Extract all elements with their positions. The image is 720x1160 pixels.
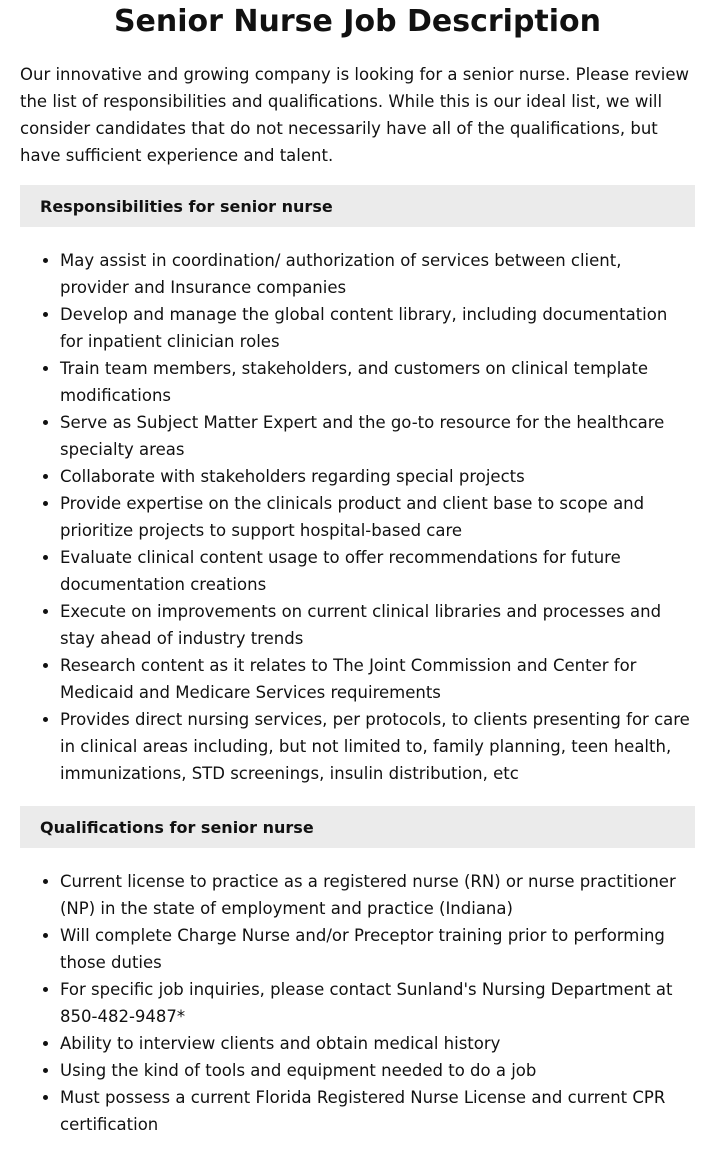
qualifications-list — [20, 868, 695, 1138]
qualification-item: • Using the kind of tools and equipment needed to do a job — [60, 1057, 695, 1084]
responsibility-item: • Train team members, stakeholders, and customers on clinical template modifications — [60, 355, 695, 409]
qualification-item: • Will complete Charge Nurse and/or Preceptor training prior to performing those duties — [60, 922, 695, 976]
responsibilities-heading: Responsibilities for senior nurse — [20, 185, 695, 227]
responsibility-item: • Develop and manage the global content library, including documentation for inpatient clinician roles — [60, 301, 695, 355]
responsibility-item: • Collaborate with stakeholders regarding special projects — [60, 463, 695, 490]
qualification-item: • Must possess a current Florida Registered Nurse License and current CPR certification — [60, 1084, 695, 1138]
qualifications-heading: Qualifications for senior nurse — [20, 806, 695, 848]
qualification-item: • For specific job inquiries, please contact Sunland's Nursing Department at 850-482-9487* — [60, 976, 695, 1030]
responsibilities-list — [20, 247, 695, 787]
page-title: Senior Nurse Job Description — [113, 4, 602, 39]
qualification-item: • Ability to interview clients and obtain medical history — [60, 1030, 695, 1057]
qualification-item: • Current license to practice as a registered nurse (RN) or nurse practitioner (NP) in the state of employment and practice (Indiana) — [60, 868, 695, 922]
responsibility-item: • Provides direct nursing services, per protocols, to clients presenting for care in clinical areas including, but not limited to, family planning, teen health, immunizations, STD screenings, insulin distribution, etc — [60, 706, 695, 787]
responsibility-item: • Serve as Subject Matter Expert and the go-to resource for the healthcare specialty areas — [60, 409, 695, 463]
intro-paragraph: Our innovative and growing company is looking for a senior nurse. Please review the list of responsibilities and qualifications. While this is our ideal list, we will consider candidates that do not necessarily have all of the qualifications, but have sufficient experience and talent. — [20, 65, 689, 165]
responsibility-item: • Execute on improvements on current clinical libraries and processes and stay ahead of industry trends — [60, 598, 695, 652]
responsibility-item: • Evaluate clinical content usage to offer recommendations for future documentation creations — [60, 544, 695, 598]
responsibility-item: • May assist in coordination/ authorization of services between client, provider and Insurance companies — [60, 247, 695, 301]
responsibility-item: • Provide expertise on the clinicals product and client base to scope and prioritize projects to support hospital-based care — [60, 490, 695, 544]
responsibility-item: • Research content as it relates to The Joint Commission and Center for Medicaid and Medicare Services requirements — [60, 652, 695, 706]
